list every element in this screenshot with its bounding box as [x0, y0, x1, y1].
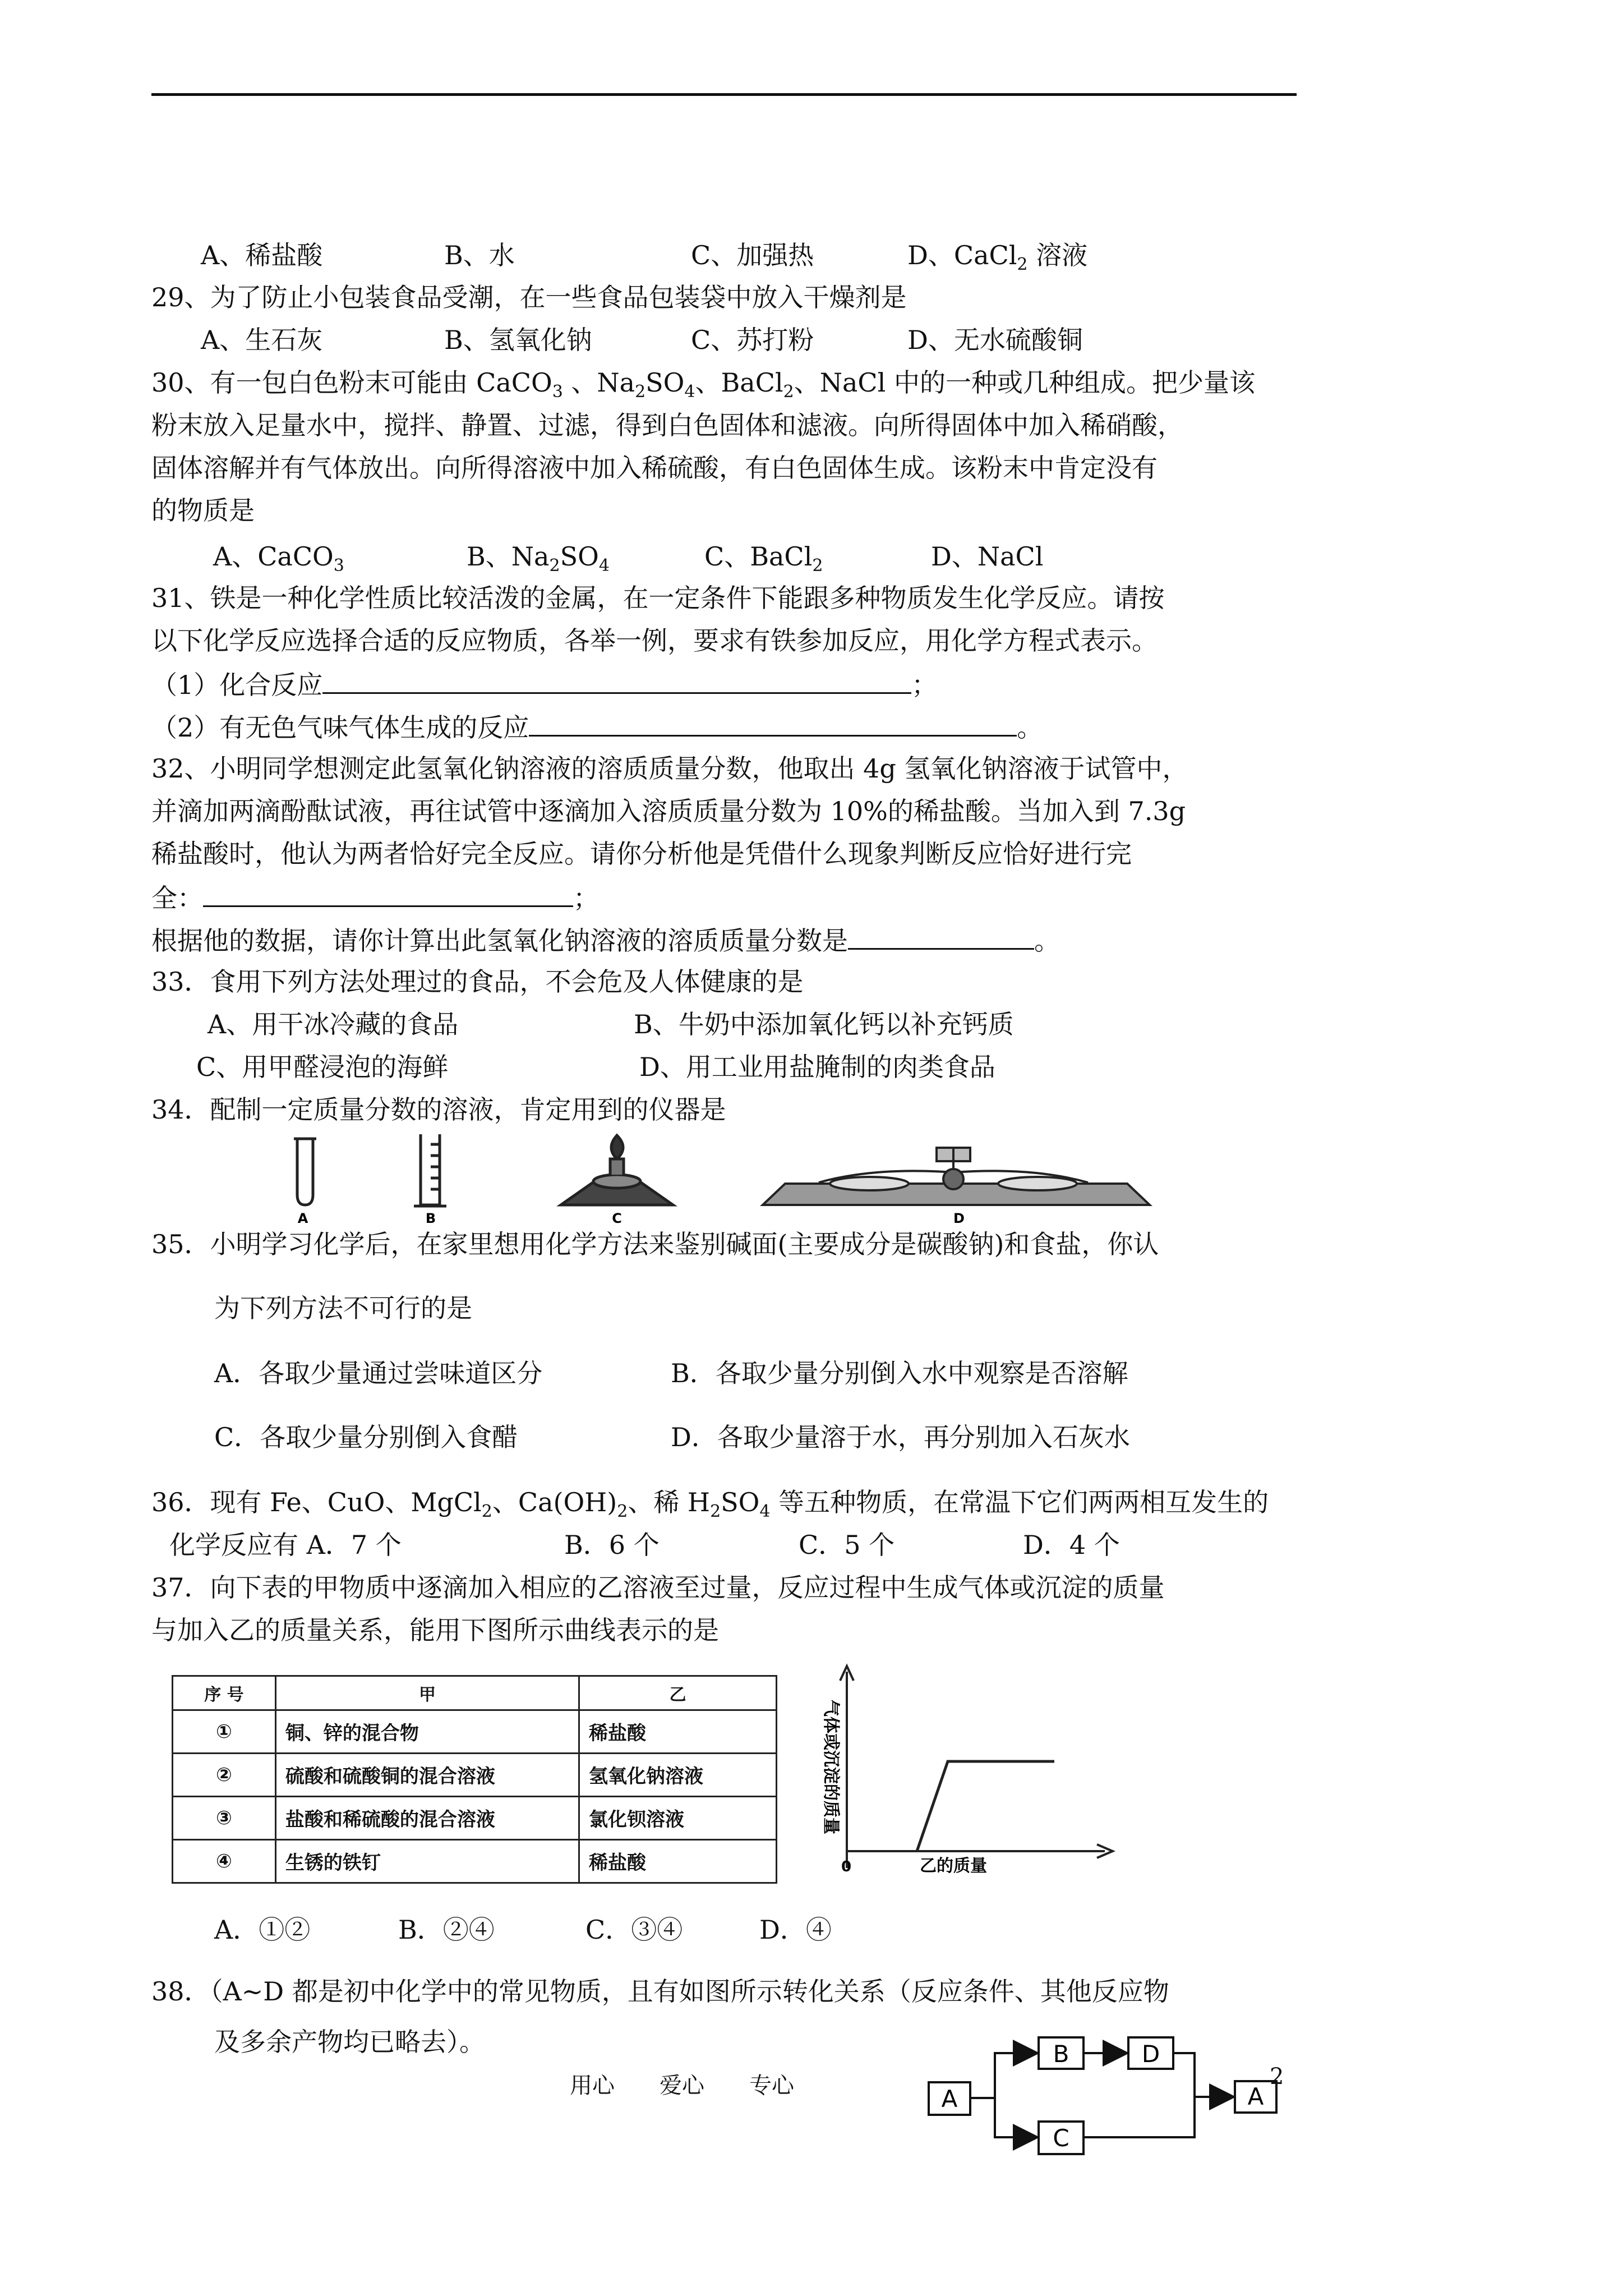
q29-option-d: D、无水硫酸铜: [907, 325, 1083, 355]
q36-option-a: 化学反应有 A．7 个: [169, 1530, 402, 1560]
graph-y-label: 气体或沉淀的质量: [821, 1700, 841, 1834]
q30-line-1: 30、有一包白色粉末可能由 CaCO$_3$ 、$Na_2SO_4$、BaCl$_2$、NaCl 中的一种或几种组成。把少量该: [151, 367, 1255, 402]
node-c-label: C: [1053, 2124, 1069, 2152]
q29-option-c: C、苏打粉: [691, 325, 814, 355]
q37-table: [172, 1675, 777, 1884]
q35-option-c: C．各取少量分别倒入食醋: [214, 1422, 518, 1452]
table-cell: 硫酸和硫酸铜的混合溶液: [275, 1753, 579, 1796]
q36-option-b: B．6 个: [564, 1530, 660, 1560]
q32-line-4: 全： ；: [151, 880, 599, 915]
q31-line-2: 以下化学反应选择合适的反应物质，各举一例，要求有铁参加反应，用化学方程式表示。: [151, 625, 1158, 656]
q32-fraction-blank[interactable]: [848, 922, 1034, 950]
q30-option-b: B、$Na_2SO_4$: [467, 541, 610, 576]
q32-phenomenon-blank[interactable]: [203, 880, 573, 907]
q37-option-c: C．③④: [585, 1915, 683, 1945]
q34-label-a: A: [297, 1211, 308, 1226]
q34-label-c: C: [612, 1211, 622, 1226]
table-header-cell: 乙: [579, 1676, 777, 1710]
q33-option-b: B、牛奶中添加氧化钙以补充钙质: [634, 1009, 1014, 1039]
table-header-cell: 序 号: [173, 1676, 276, 1710]
q34-label-b: B: [425, 1211, 436, 1226]
q31-part-1-blank[interactable]: [322, 666, 911, 694]
q34-stem: 34．配制一定质量分数的溶液，肯定用到的仪器是: [151, 1094, 726, 1125]
q37-option-a: A．①②: [214, 1915, 311, 1945]
q31-part-1: （1）化合反应 ；: [151, 666, 937, 702]
q35-line-2: 为下列方法不可行的是: [214, 1293, 472, 1323]
table-cell: 稀盐酸: [579, 1839, 777, 1883]
table-cell: 氯化钡溶液: [579, 1796, 777, 1839]
table-cell: ②: [173, 1753, 276, 1796]
table-cell: 氢氧化钠溶液: [579, 1753, 777, 1796]
curve-line: [917, 1761, 1054, 1851]
table-row: [173, 1796, 777, 1839]
q34-instrument-figure: [280, 1128, 1324, 1228]
table-cell: 铜、锌的混合物: [275, 1710, 579, 1753]
table-cell: 盐酸和稀硫酸的混合溶液: [275, 1796, 579, 1839]
q38-diagram: [920, 2031, 1290, 2160]
node-a-end-label: A: [1247, 2083, 1264, 2110]
q35-option-b: B．各取少量分别倒入水中观察是否溶解: [671, 1358, 1128, 1388]
q35-line-1: 35．小明学习化学后，在家里想用化学方法来鉴别碱面(主要成分是碳酸钠)和食盐，你认: [151, 1229, 1159, 1259]
q33-stem: 33．食用下列方法处理过的食品，不会危及人体健康的是: [151, 967, 804, 997]
q37-graph: [791, 1649, 1127, 1885]
q31-part-2-blank[interactable]: [529, 709, 1017, 737]
q31-part-2: （2）有无色气味气体生成的反应 。: [151, 709, 1043, 744]
q38-line-1: 38．（A~D 都是初中化学中的常见物质，且有如图所示转化关系（反应条件、其他反应物: [151, 1976, 1169, 2007]
alcohol-lamp-icon: [561, 1135, 673, 1205]
q32-line-3: 稀盐酸时，他认为两者恰好完全反应。请你分析他是凭借什么现象判断反应恰好进行完: [151, 839, 1132, 869]
q30-option-c: C、BaCl$_2$: [704, 541, 823, 576]
node-b-label: B: [1053, 2040, 1069, 2068]
q32-line-2: 并滴加两滴酚酞试液，再往试管中逐滴加入溶质质量分数为 10%的稀盐酸。当加入到 7.3g: [151, 796, 1186, 826]
q30-line-3: 固体溶解并有气体放出。向所得溶液中加入稀硫酸，有白色固体生成。该粉末中肯定没有: [151, 453, 1158, 483]
q33-option-c: C、用甲醛浸泡的海鲜: [196, 1052, 449, 1082]
q29-option-a: A、生石灰: [201, 325, 323, 355]
q30-line-2: 粉末放入足量水中，搅拌、静置、过滤，得到白色固体和滤液。向所得固体中加入稀硝酸，: [151, 410, 1183, 440]
q32-line-1: 32、小明同学想测定此氢氧化钠溶液的溶质质量分数，他取出 4g 氢氧化钠溶液于试管中，: [151, 753, 1188, 784]
table-row: [173, 1710, 777, 1753]
graduated-cylinder-icon: [414, 1134, 446, 1206]
q37-option-b: B．②④: [398, 1915, 495, 1945]
table-header-cell: 甲: [275, 1676, 579, 1710]
table-cell: ③: [173, 1796, 276, 1839]
test-tube-icon: [294, 1139, 316, 1205]
table-cell: 生锈的铁钉: [275, 1839, 579, 1883]
q33-option-a: A、用干冰冷藏的食品: [208, 1009, 459, 1039]
graph-x-label: 乙的质量: [920, 1856, 987, 1876]
q36-option-d: D．4 个: [1023, 1530, 1120, 1560]
q38-line-2: 及多余产物均已略去）。: [214, 2027, 485, 2057]
q29-stem: 29、为了防止小包装食品受潮，在一些食品包装袋中放入干燥剂是: [151, 282, 907, 312]
q30-option-a: A、CaCO$_3$: [213, 541, 344, 576]
graph-origin: 0: [841, 1858, 852, 1875]
table-cell: 稀盐酸: [579, 1710, 777, 1753]
q34-label-d: D: [953, 1211, 965, 1226]
q37-option-d: D．④: [759, 1915, 832, 1945]
table-cell: ④: [173, 1839, 276, 1883]
node-d-label: D: [1141, 2040, 1160, 2068]
footer-text: 用心 爱心 专心: [570, 2073, 794, 2099]
q37-line-1: 37．向下表的甲物质中逐滴加入相应的乙溶液至过量，反应过程中生成气体或沉淀的质量: [151, 1572, 1165, 1603]
table-row: [173, 1839, 777, 1883]
q29-option-b: B、氢氧化钠: [444, 325, 592, 355]
q35-option-a: A．各取少量通过尝味道区分: [214, 1358, 543, 1388]
balance-scale-icon: [763, 1148, 1150, 1205]
q31-line-1: 31、铁是一种化学性质比较活泼的金属，在一定条件下能跟多种物质发生化学反应。请按: [151, 583, 1165, 613]
q35-option-d: D．各取少量溶于水，再分别加入石灰水: [671, 1422, 1130, 1452]
q32-line-5: 根据他的数据，请你计算出此氢氧化钠溶液的溶质质量分数是 。: [151, 922, 1060, 958]
q28-option-d: D、CaCl$_2$ 溶液: [907, 240, 1088, 275]
table-row: [173, 1753, 777, 1796]
q30-line-4: 的物质是: [151, 495, 255, 526]
q28-option-a: A、稀盐酸: [201, 240, 323, 270]
q36-line-1: 36．现有 Fe、CuO、MgCl$_2$、$Ca(OH)_2$、稀 $H_2SO_4$ 等五种物质，在常温下它们两两相互发生的: [151, 1487, 1269, 1522]
header-rule: [151, 93, 1297, 96]
node-a-start-label: A: [941, 2085, 958, 2113]
q28-option-c: C、加强热: [691, 240, 814, 270]
page-number: 2: [1270, 2064, 1284, 2090]
q37-line-2: 与加入乙的质量关系，能用下图所示曲线表示的是: [151, 1615, 719, 1645]
q36-option-c: C．5 个: [799, 1530, 895, 1560]
q30-option-d: D、NaCl: [931, 541, 1044, 572]
table-cell: ①: [173, 1710, 276, 1753]
q33-option-d: D、用工业用盐腌制的肉类食品: [639, 1052, 995, 1082]
q28-option-b: B、水: [444, 240, 515, 270]
table-header-row: [173, 1676, 777, 1710]
